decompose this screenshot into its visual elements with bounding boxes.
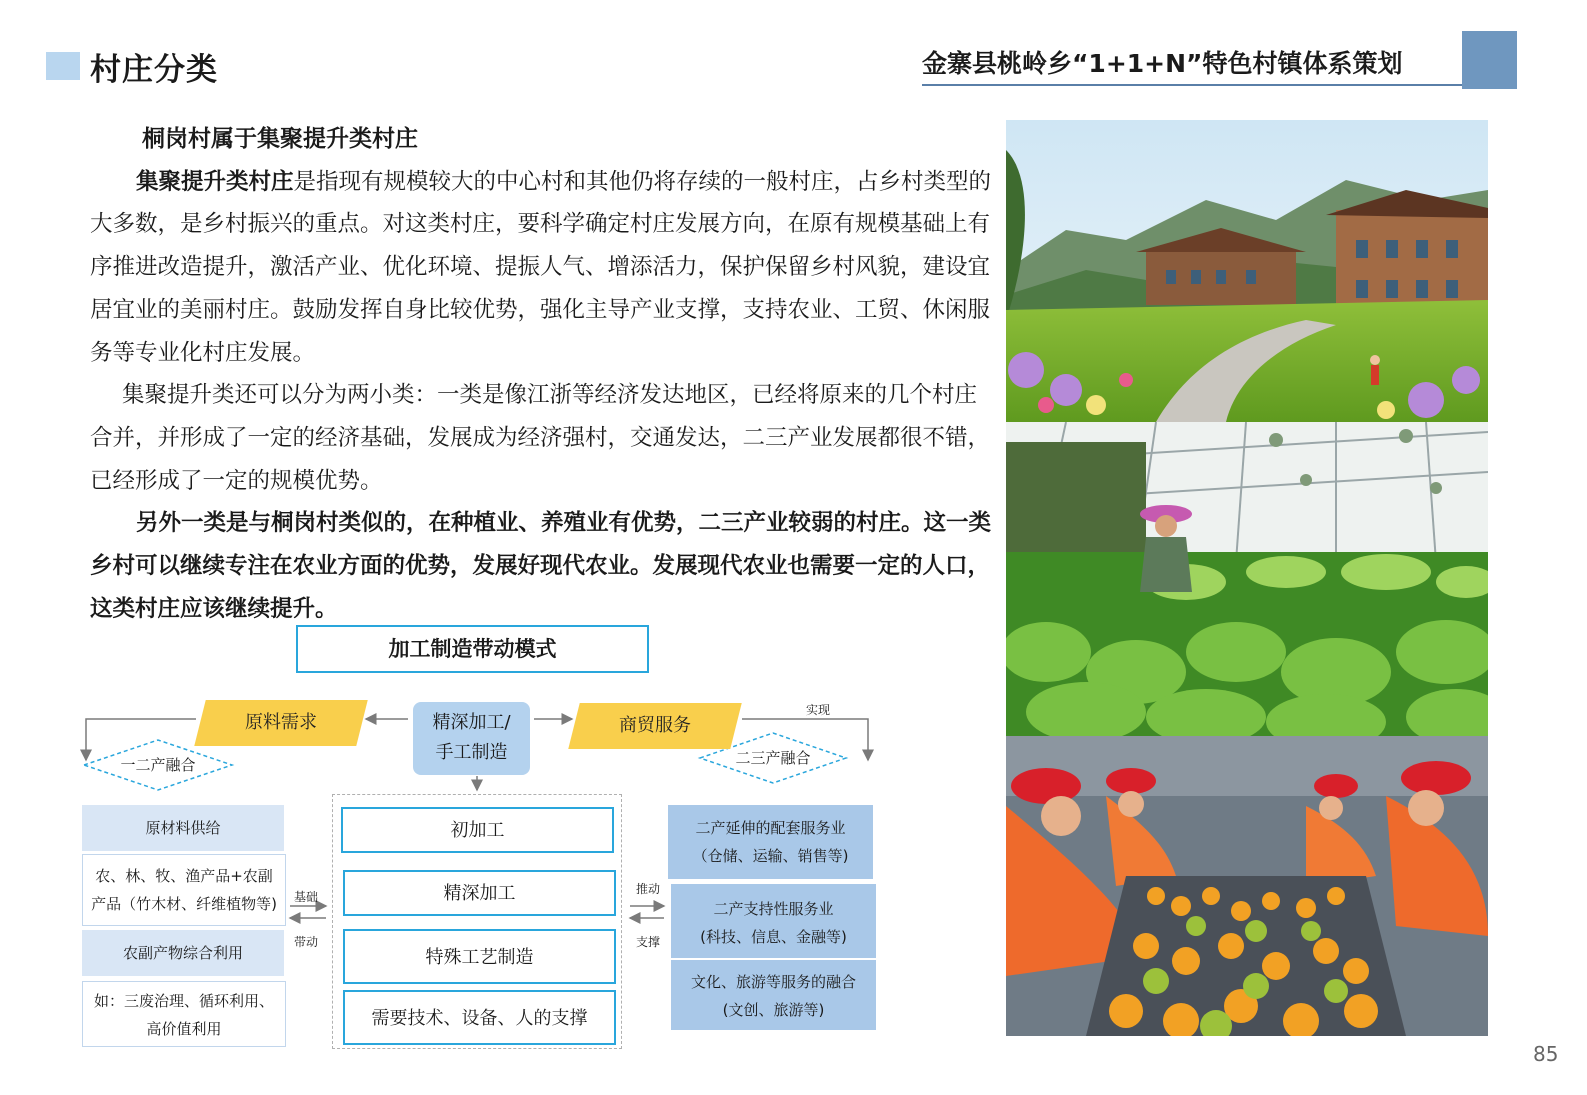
primary-processing: 初加工 [341,807,614,853]
basis-label: 基础 [294,890,319,904]
extended-services-box [668,805,873,879]
drive-label: 带动 [294,935,319,949]
greenhouse-photo [1006,422,1488,736]
diagram-title: 加工制造带动模式 [296,625,649,673]
greenhouse-illustration [1006,422,1488,736]
paragraph-2: 集聚提升类还可以分为两小类：一类是像江浙等经济发达地区，已经将原来的几个村庄合并，并形成了一定的经济基础，发展成为经济强村，交通发达，二三产业发展都很不错，已经形成了一定的规模优势。 [90,382,991,494]
deep-processing: 精深加工 [343,870,616,916]
support-services-line2: (科技、信息、金融等) [700,928,847,946]
support-services-line1: 二产支持性服务业 [713,900,834,918]
raw-demand-box [194,700,367,746]
deep-processing-line2: 手工制造 [435,742,508,763]
support-label: 支撑 [636,935,661,949]
deep-processing-box [413,702,530,775]
trade-service-box [568,703,741,749]
village-landscape-illustration [1006,120,1488,422]
culture-tourism-line1: 文化、旅游等服务的融合 [690,973,856,991]
section-title: 村庄分类 [90,52,218,88]
body-heading: 桐岗村属于集聚提升类村庄 [142,126,418,152]
paragraph-3: 另外一类是与桐岗村类似的，在种植业、养殖业有优势，二三产业较弱的村庄。这一类乡村可以继续专注在农业方面的优势，发展好现代农业。发展现代农业也需要一定的人口，这类村庄应该继续提升。 [90,510,992,622]
realize-label: 实现 [806,703,831,717]
push-label: 推动 [636,882,661,896]
waste-treatment-line1: 如：三废治理、循环利用、 [93,992,274,1010]
agri-products-line2: 产品（竹木材、纤维植物等) [91,895,277,913]
agri-products-box [82,854,286,926]
byproduct-utilization: 农副产物综合利用 [82,930,284,976]
project-title: 金寨县桃岭乡“1+1+N”特色村镇体系策划 [922,49,1403,78]
extended-services-line1: 二产延伸的配套服务业 [695,819,846,837]
paragraph-1-text: 是指现有规模较大的中心村和其他仍将存续的一般村庄，占乡村类型的大多数，是乡村振兴的重点。对这类村庄，要科学确定村庄发展方向，在原有规模基础上有序推进改造提升，激活产业、优化环境、提振人气、增添活力，保护保留乡村风貌，建设宜居宜业的美丽村庄。鼓励发挥自身比较优势，强化主导产业支撑，支持农业、工贸、休闲服务等专业化村庄发展。 [90,168,992,366]
village-landscape-photo [1006,120,1488,422]
fruit-sorting-photo [1006,736,1488,1036]
fruit-sorting-illustration [1006,736,1488,1036]
raw-demand-label: 原料需求 [245,712,317,733]
culture-tourism-box [671,960,876,1030]
deep-processing-line1: 精深加工/ [432,712,511,733]
page-number: 85 [1533,1042,1559,1066]
right-diamond-label: 二三产融合 [735,749,811,767]
agri-products-line1: 农、林、牧、渔产品+农副 [95,867,273,885]
trade-service-label: 商贸服务 [619,715,691,736]
support-services-box [671,884,876,958]
extended-services-line2: （仓储、运输、销售等) [692,847,849,865]
special-craft-manufacturing: 特殊工艺制造 [343,929,616,984]
paragraph-1-bold: 集聚提升类村庄 [136,168,294,195]
culture-tourism-line2: (文创、旅游等) [722,1001,825,1019]
waste-treatment-box [82,981,286,1047]
waste-treatment-line2: 高价值利用 [146,1020,222,1038]
tech-equipment-support: 需要技术、设备、人的支撑 [343,990,616,1045]
raw-material-supply: 原材料供给 [82,805,284,851]
left-diamond-label: 一二产融合 [120,756,196,774]
